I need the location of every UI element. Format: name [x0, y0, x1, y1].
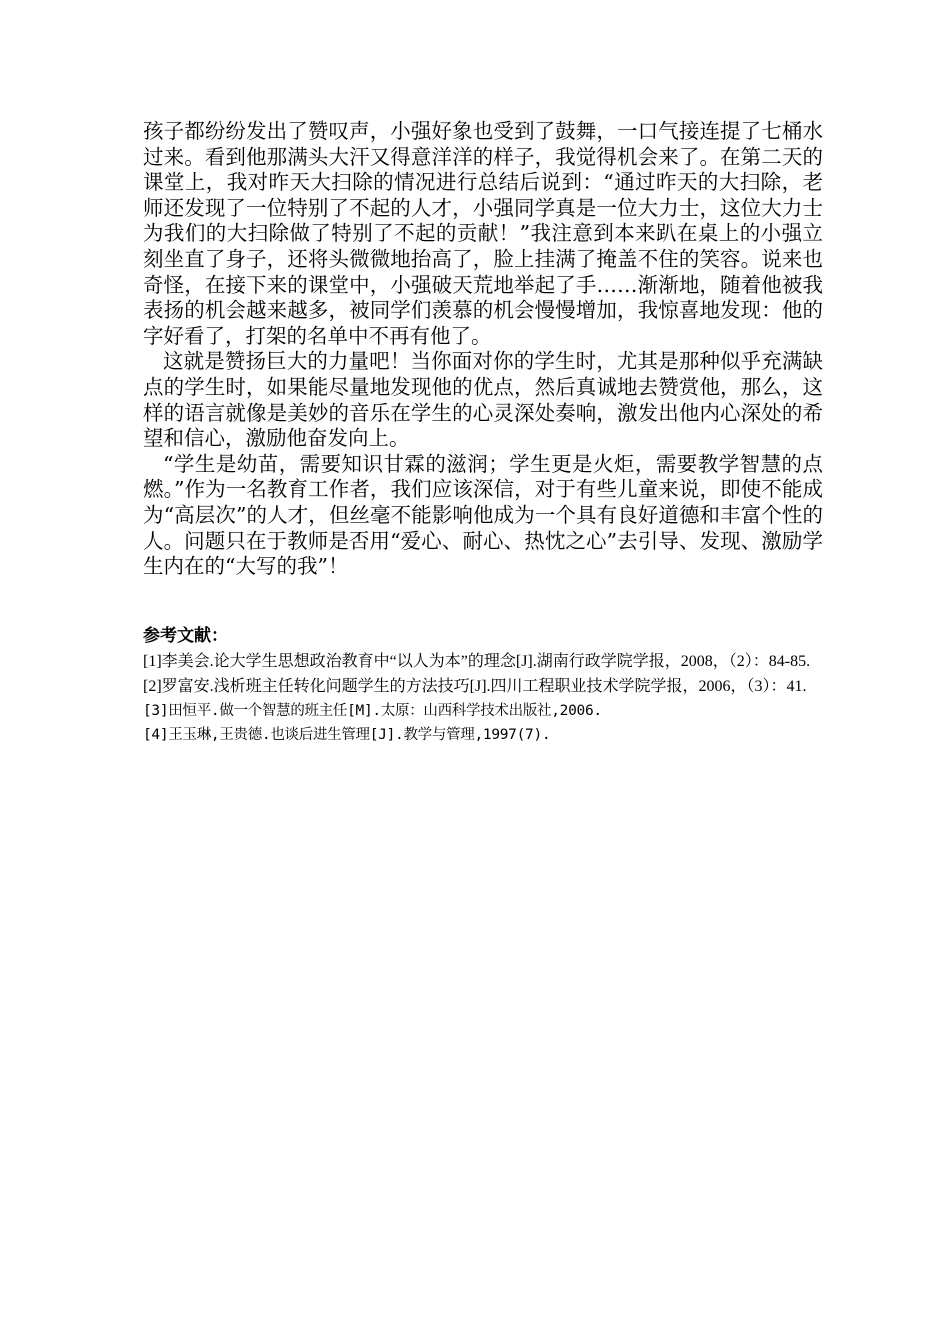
reference-item: [3]田恒平.做一个智慧的班主任[M].太原：山西科学技术出版社,2006.: [143, 703, 602, 719]
paragraph-story: 孩子都纷纷发出了赞叹声，小强好象也受到了鼓舞，一口气接连提了七桶水过来。看到他那满头大汗又得意洋洋的样子，我觉得机会来了。在第二天的课堂上，我对昨天大扫除的情况进行总结后说到：“通过昨天的大扫除，老师还发现了一位特别了不起的人才，小强同学真是一位大力士，这位大力士为我们的大扫除做了特别了不起的贡献！”我注意到本来趴在桌上的小强立刻坐直了身子，还将头微微地抬高了，脸上挂满了掩盖不住的笑容。说来也奇怪，在接下来的课堂中，小强破天荒地举起了手……渐渐地，随着他被我表扬的机会越来越多，被同学们羡慕的机会慢慢增加，我惊喜地发现：他的字好看了，打架的名单中不再有他了。: [143, 119, 823, 348]
references-section: [143, 624, 833, 747]
reference-item: [4]王玉琳,王贵德.也谈后进生管理[J].教学与管理,1997(7).: [143, 727, 551, 743]
paragraph-praise-power: 这就是赞扬巨大的力量吧！当你面对你的学生时，尤其是那种似乎充满缺点的学生时，如果能尽量地发现他的优点，然后真诚地去赞赏他，那么，这样的语言就像是美妙的音乐在学生的心灵深处奏响，激发出他内心深处的希望和信心，激励他奋发向上。: [143, 349, 823, 451]
reference-item: [2]罗富安.浅析班主任转化问题学生的方法技巧[J].四川工程职业技术学院学报，2006，（3）：41.: [143, 677, 807, 695]
references-heading: 参考文献：: [143, 626, 228, 646]
reference-item: [1]李美会.论大学生思想政治教育中“以人为本”的理念[J].湖南行政学院学报，2008，（2）：84-85.: [143, 653, 811, 670]
paragraph-conclusion: “学生是幼苗，需要知识甘霖的滋润；学生更是火炬，需要教学智慧的点燃。”作为一名教育工作者，我们应该深信，对于有些儿童来说，即使不能成为“高层次”的人才，但丝毫不能影响他成为一个具有良好道德和丰富个性的人。问题只在于教师是否用“爱心、耐心、热忱之心”去引导、发现、激励学生内在的“大写的我”！: [143, 451, 823, 579]
article-body: [143, 119, 823, 580]
